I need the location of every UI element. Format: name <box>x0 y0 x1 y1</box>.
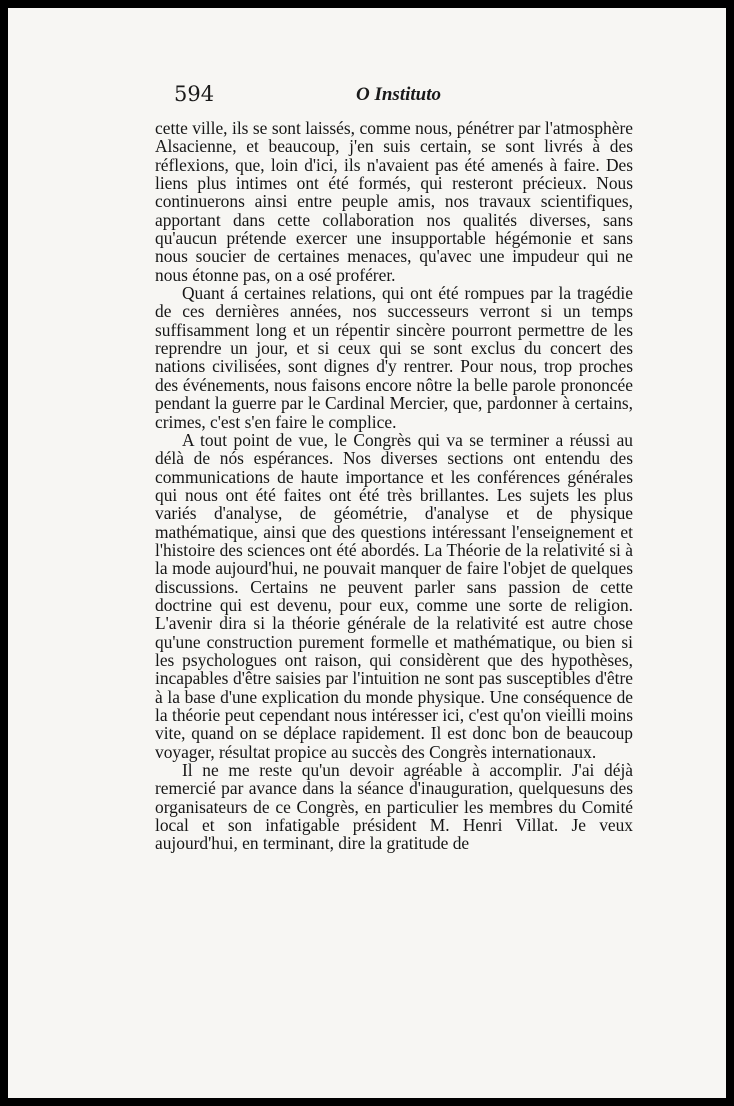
running-title: O Instituto <box>356 84 442 105</box>
paragraph-1: cette ville, ils se sont laissés, comme nous, pénétrer par l'atmosphère Alsacienne, et beaucoup, j'en suis certain, se sont livrés à des réflexions, que, loin d'ici, ils n'avaient pas été amenés à faire. Des liens plus intimes ont été formés, qui resteront précieux. Nous continuerons ainsi entre peuple amis, nos travaux scientifiques, apportant dans cette collaboration nos qualités diverses, sans qu'aucun prétende exercer une insupportable hégémonie et sans nous soucier de certaines menaces, qu'avec une impudeur qui ne nous étonne pas, on a osé proférer. <box>155 118 633 285</box>
paragraph-2: Quant á certaines relations, qui ont été rompues par la tragédie de ces dernières années, nos successeurs verront si un temps suffisamment long et un répentir sincère pourront permettre de les reprendre un jour, et si ceux qui se sont exclus du concert des nations civilisées, sont dignes d'y rentrer. Pour nous, trop proches des événements, nous faisons encore nôtre la belle parole prononcée pendant la guerre par le Cardinal Mercier, que, pardonner à certains, crimes, c'est s'en faire le complice. <box>155 283 633 432</box>
paragraph-3: A tout point de vue, le Congrès qui va se terminer a réussi au délà de nós espérances. Nos diverses sections ont entendu des communications de haute importance et les conférences générales qui nous ont été faites ont été très brillantes. Les sujets les plus variés d'analyse, de géométrie, d'analyse et de physique mathématique, ainsi que des questions intéressant l'enseignement et l'histoire des sciences ont été abordés. La Théorie de la relativité si à la mode aujourd'hui, ne pouvait manquer de faire l'objet de quelques discussions. Certains ne peuvent parler sans passion de cette doctrine qui est devenu, pour eux, comme une sorte de religion. L'avenir dira si la théorie générale de la relativité est autre chose qu'une construction purement formelle et mathématique, ou bien si les psychologues ont raison, qui considèrent que des hypothèses, incapables d'être saisies par l'intuition ne sont pas susceptibles d'être à la base d'une explication du monde physique. Une conséquence de la théorie peut cependant nous intéresser ici, c'est qu'on vieilli moins vite, quand on se déplace rapidement. Il est donc bon de beaucoup voyager, résultat propice au succès des Congrès internationaux. <box>155 429 633 762</box>
page-header <box>166 82 641 110</box>
body-text <box>155 119 633 853</box>
paragraph-4: Il ne me reste qu'un devoir agréable à accomplir. J'ai déjà remercié par avance dans la séance d'inauguration, quelquesuns des organisateurs de ce Congrès, en particulier les membres du Comité local et son infatigable président M. Henri Villat. Je veux aujourd'hui, en terminant, dire la gratitude de <box>155 760 633 854</box>
page-number: 594 <box>174 82 215 106</box>
